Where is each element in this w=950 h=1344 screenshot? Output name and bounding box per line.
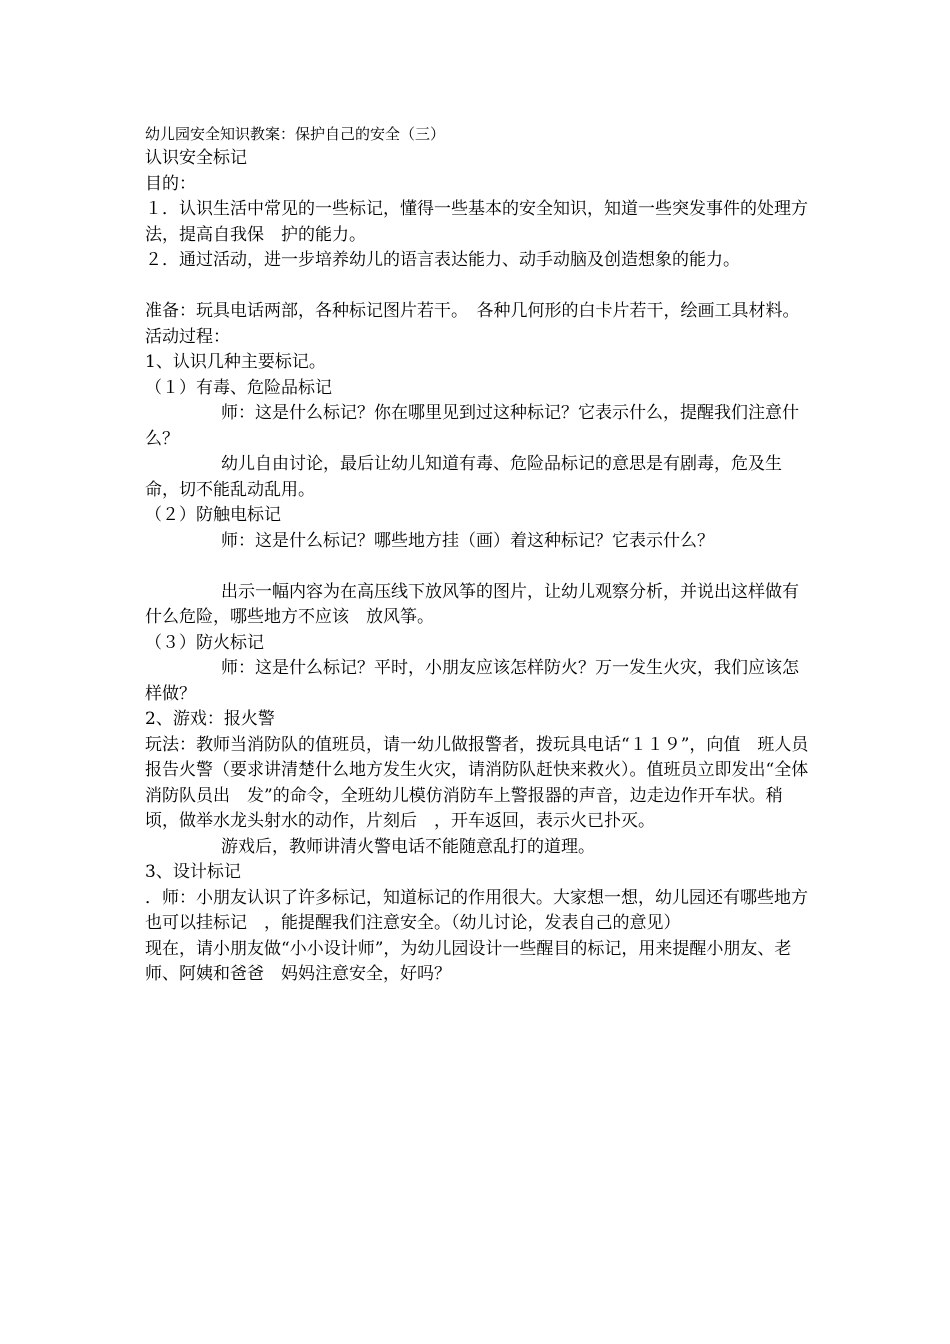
game-rules-paragraph: 玩法：教师当消防队的值班员，请一幼儿做报警者，拨玩具电话“１１９”，向值 班人员报告火警（要求讲清楚什么地方发生火灾，请消防队赶快来救火）。值班员立即发出“全体消防队员出 发”的命令，全班幼儿模仿消防车上警报器的声音，边走边作开车状。稍顷，做举水龙头射水的动作，片刻后 ，开车返回，表示火已扑灭。	[145, 734, 809, 831]
design-teacher-paragraph: ．师：小朋友认识了许多标记，知道标记的作用很大。大家想一想，幼儿园还有哪些地方也可以挂标记 ，能提醒我们注意安全。（幼儿讨论，发表自己的意见）	[145, 887, 808, 933]
game-followup: 游戏后，教师讲清火警电话不能随意乱打的道理。	[221, 836, 595, 857]
process-heading: 活动过程：	[145, 326, 230, 347]
section-3-heading: 3、设计标记	[145, 862, 241, 882]
preparation-paragraph: 准备：玩具电话两部，各种标记图片若干。 各种几何形的白卡片若干，绘画工具材料。	[145, 301, 800, 321]
design-task-paragraph: 现在，请小朋友做“小小设计师”，为幼儿园设计一些醒目的标记，用来提醒小朋友、老师、阿姨和爸爸 妈妈注意安全，好吗？	[145, 938, 792, 984]
fire-sign-teacher-question: 师：这是什么标记？平时，小朋友应该怎样防火？万一发生火灾，我们应该怎样做？	[145, 658, 799, 704]
fire-sign-heading: （３）防火标记	[145, 632, 264, 653]
document-title: 幼儿园安全知识教案：保护自己的安全（三）	[145, 125, 446, 143]
kite-picture-activity: 出示一幅内容为在高压线下放风筝的图片，让幼儿观察分析，并说出这样做有什么危险，哪些地方不应该 放风筝。	[145, 581, 799, 627]
poison-sign-discussion: 幼儿自由讨论，最后让幼儿知道有毒、危险品标记的意思是有剧毒，危及生命，切不能乱动乱用。	[145, 454, 782, 500]
poison-sign-teacher-question: 师：这是什么标记？你在哪里见到过这种标记？它表示什么，提醒我们注意什么？	[145, 403, 799, 449]
electric-sign-heading: （２）防触电标记	[145, 505, 281, 525]
lesson-subtitle: 认识安全标记	[145, 148, 247, 168]
poison-sign-heading: （１）有毒、危险品标记	[145, 377, 332, 398]
goal-item-2: ２．通过活动，进一步培养幼儿的语言表达能力、动手动脑及创造想象的能力。	[145, 250, 740, 270]
goal-heading: 目的：	[145, 173, 196, 194]
section-1-heading: 1、认识几种主要标记。	[145, 352, 326, 372]
electric-sign-teacher-question: 师：这是什么标记？哪些地方挂（画）着这种标记？它表示什么？	[221, 530, 714, 551]
goal-item-1: １．认识生活中常见的一些标记，懂得一些基本的安全知识，知道一些突发事件的处理方法，提高自我保 护的能力。	[145, 199, 808, 245]
blank-line	[145, 554, 810, 580]
document-page	[145, 122, 810, 988]
section-2-heading: 2、游戏：报火警	[145, 709, 275, 729]
blank-line	[145, 274, 810, 300]
